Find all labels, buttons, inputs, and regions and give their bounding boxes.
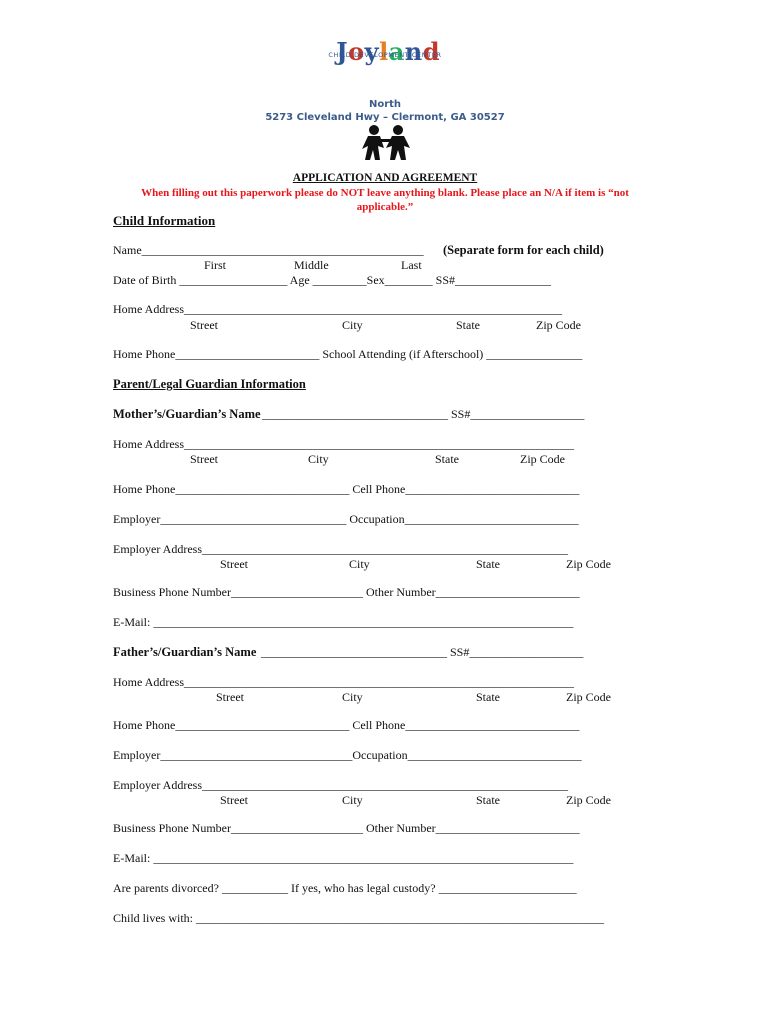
child-name-field[interactable]: Name_______________________________________________ xyxy=(113,243,424,257)
location-address: 5273 Cleveland Hwy – Clermont, GA 30527 xyxy=(265,112,505,123)
label-state: State xyxy=(456,318,480,332)
father-address-field[interactable]: Home Address_________________________________________________________________ xyxy=(113,675,574,689)
father-name-field[interactable]: _______________________________ SS#___________________ xyxy=(261,645,584,659)
label-state: State xyxy=(435,452,459,466)
mother-address-field[interactable]: Home Address_________________________________________________________________ xyxy=(113,437,574,451)
label-street: Street xyxy=(220,557,248,571)
mother-email-field[interactable]: E-Mail: ______________________________________________________________________ xyxy=(113,615,574,629)
child-address-field[interactable]: Home Address_______________________________________________________________ xyxy=(113,302,562,316)
child-name-note: (Separate form for each child) xyxy=(443,243,604,257)
mother-business-phone-field[interactable]: Business Phone Number______________________ Other Number________________________ xyxy=(113,585,580,599)
label-city: City xyxy=(342,793,363,807)
mother-phone-field[interactable]: Home Phone_____________________________ Cell Phone_____________________________ xyxy=(113,482,580,496)
fill-warning: When filling out this paperwork please do NOT leave anything blank. Please place an N/A if item is “not applicable.” xyxy=(141,187,629,213)
mother-name-field[interactable]: _______________________________ SS#___________________ xyxy=(262,407,585,421)
label-state: State xyxy=(476,690,500,704)
label-street: Street xyxy=(190,318,218,332)
child-dob-field[interactable]: Date of Birth __________________ Age _________Sex________ SS#________________ xyxy=(113,273,551,287)
label-city: City xyxy=(342,318,363,332)
father-employer-address-field[interactable]: Employer Address_____________________________________________________________ xyxy=(113,778,568,792)
mother-name-label: Mother’s/Guardian’s Name xyxy=(113,407,261,421)
logo-wordmark: Joyland xyxy=(336,37,440,66)
child-phone-field[interactable]: Home Phone________________________ School Attending (if Afterschool) ________________ xyxy=(113,347,583,361)
father-business-phone-field[interactable]: Business Phone Number______________________ Other Number________________________ xyxy=(113,821,580,835)
label-city: City xyxy=(342,690,363,704)
label-state: State xyxy=(476,793,500,807)
label-first: First xyxy=(204,258,227,272)
parent-section-heading: Parent/Legal Guardian Information xyxy=(113,377,306,391)
label-zip: Zip Code xyxy=(566,557,611,571)
location-name: North xyxy=(368,99,402,110)
father-name-label: Father’s/Guardian’s Name xyxy=(113,645,257,659)
label-city: City xyxy=(308,452,329,466)
logo-subtitle: CHILD DEVELOPMENT CENTER xyxy=(328,51,442,59)
form-title: APPLICATION AND AGREEMENT xyxy=(292,172,478,184)
children-icon xyxy=(360,124,412,162)
father-email-field[interactable]: E-Mail: ______________________________________________________________________ xyxy=(113,851,574,865)
child-section-heading: Child Information xyxy=(113,213,216,228)
father-employer-field[interactable]: Employer________________________________Occupation_____________________________ xyxy=(113,748,582,762)
label-street: Street xyxy=(216,690,244,704)
label-zip: Zip Code xyxy=(566,690,611,704)
label-state: State xyxy=(476,557,500,571)
label-last: Last xyxy=(401,258,422,272)
child-lives-with-field[interactable]: Child lives with: ____________________________________________________________________ xyxy=(113,911,605,925)
mother-employer-address-field[interactable]: Employer Address_____________________________________________________________ xyxy=(113,542,568,556)
joyland-logo xyxy=(0,22,770,66)
label-zip: Zip Code xyxy=(520,452,565,466)
label-street: Street xyxy=(190,452,218,466)
label-zip: Zip Code xyxy=(566,793,611,807)
label-middle: Middle xyxy=(294,258,329,272)
divorced-field[interactable]: Are parents divorced? ___________ If yes, who has legal custody? _______________________ xyxy=(113,881,577,895)
label-city: City xyxy=(349,557,370,571)
father-phone-field[interactable]: Home Phone_____________________________ Cell Phone_____________________________ xyxy=(113,718,580,732)
label-zip: Zip Code xyxy=(536,318,581,332)
mother-employer-field[interactable]: Employer_______________________________ Occupation_____________________________ xyxy=(113,512,579,526)
label-street: Street xyxy=(220,793,248,807)
